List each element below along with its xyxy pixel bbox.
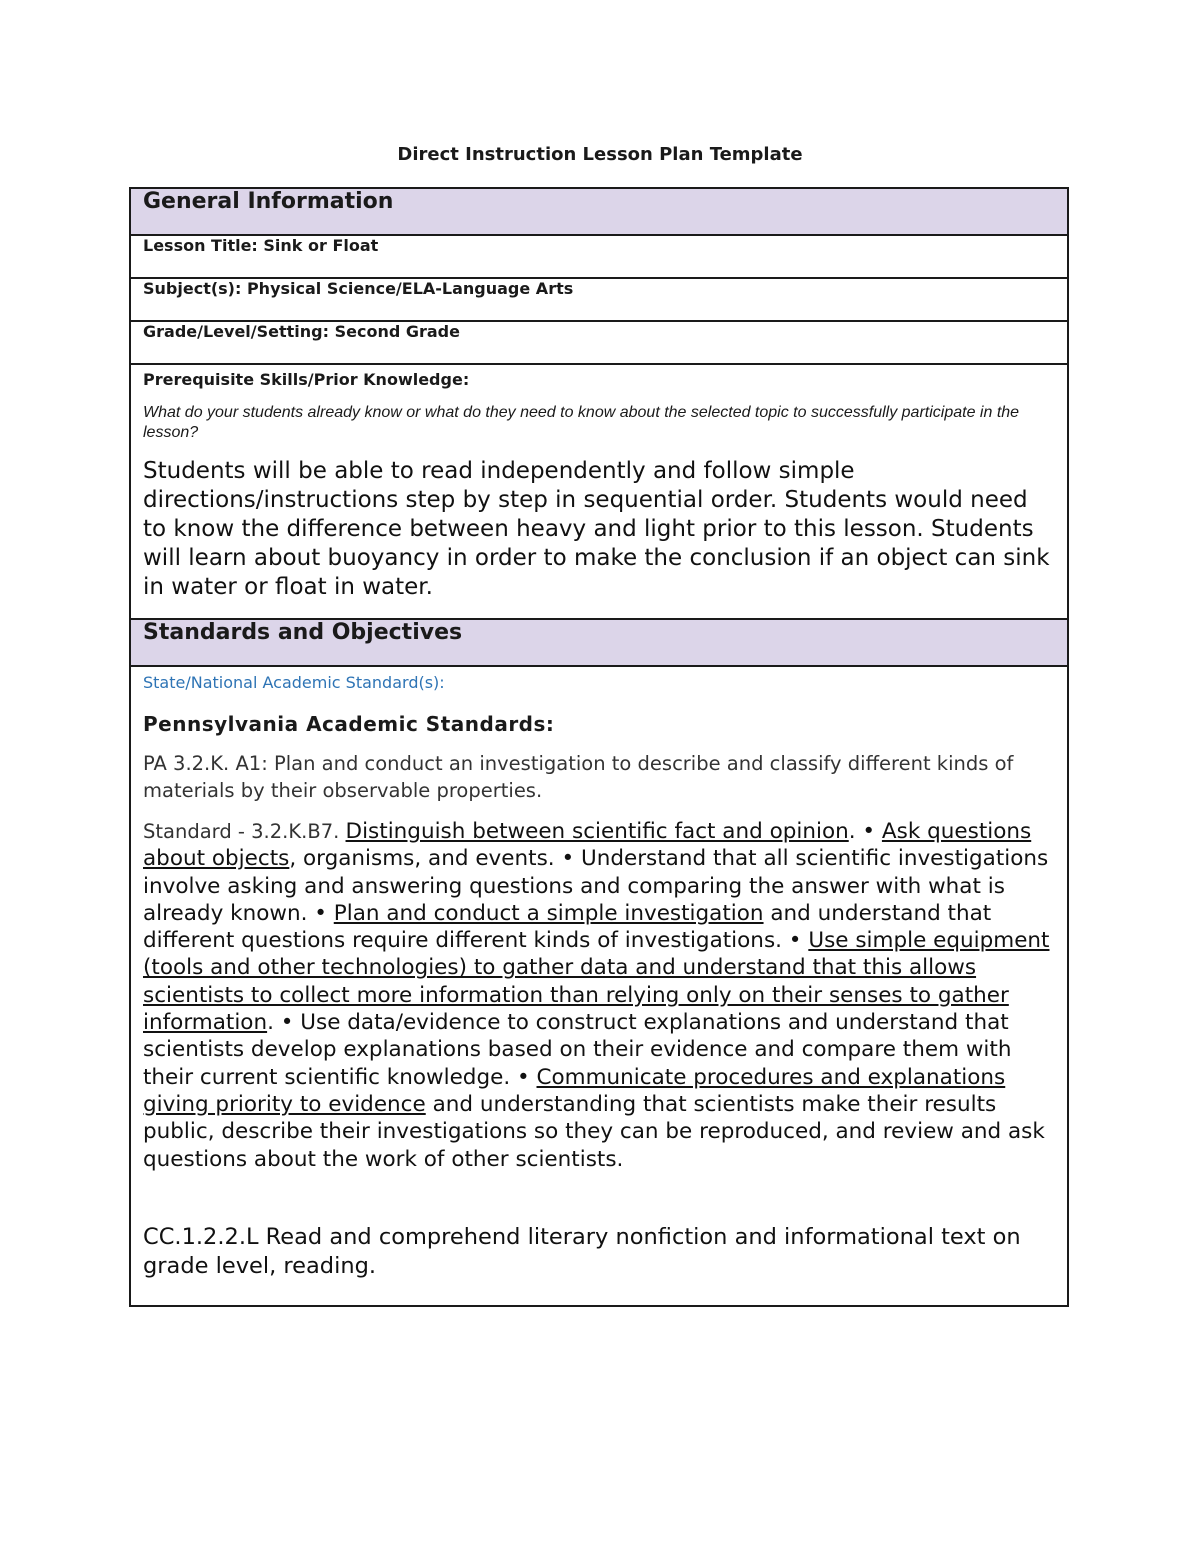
standard-b7-underline-1: Distinguish between scientific fact and opinion [345, 819, 849, 844]
general-information-header-row [130, 188, 1068, 235]
prerequisite-row [130, 364, 1068, 619]
lesson-title-row [130, 235, 1068, 278]
general-information-header: General Information [130, 188, 1068, 235]
standards-cell [130, 666, 1068, 1306]
grade-row [130, 321, 1068, 364]
document-title: Direct Instruction Lesson Plan Template [397, 144, 803, 165]
pennsylvania-standards-heading: Pennsylvania Academic Standards: [143, 712, 555, 736]
prerequisite-prompt: What do your students already know or what do they need to know about the selected topic to successfully participate in the lesson? [143, 404, 1020, 441]
standard-b7-underline-2: Ask questions about objects [143, 819, 1032, 872]
prerequisite-cell [130, 364, 1068, 619]
standard-b7-text-5: and understanding that scientists make their results public, describe their investigations so they can be reproduced, and review and ask questions about the work of other scientists. [143, 1091, 1045, 1172]
prerequisite-label: Prerequisite Skills/Prior Knowledge: [143, 370, 470, 389]
standards-objectives-header: Standards and Objectives [130, 619, 1068, 666]
standards-row [130, 666, 1068, 1306]
pa-standard-a1: PA 3.2.K. A1: Plan and conduct an investigation to describe and classify different kinds of materials by their observable properties. [143, 752, 1014, 802]
standard-b7-underline-3: Plan and conduct a simple investigation [333, 900, 764, 926]
standards-label: State/National Academic Standard(s): [143, 673, 445, 692]
subjects: Subject(s): Physical Science/ELA-Language Arts [130, 278, 1068, 321]
standard-b7-text-1: . • [848, 819, 882, 844]
standard-b7-text-3: and understand that different questions require different kinds of investigations. • [143, 900, 992, 954]
lesson-plan-table [129, 187, 1069, 1307]
cc-standard: CC.1.2.2.L Read and comprehend literary nonfiction and informational text on grade level, reading. [143, 1223, 1021, 1279]
grade-level-setting: Grade/Level/Setting: Second Grade [130, 321, 1068, 364]
standard-b7-text-4: . • Use data/evidence to construct explanations and understand that scientists develop explanations based on their evidence and compare them with their current scientific knowledge. • [143, 1010, 1012, 1090]
prerequisite-answer: Students will be able to read independently and follow simple directions/instructions step by step in sequential order. Students would need to know the difference between heavy and light prior to this lesson. Students will learn about buoyancy in order to make the conclusion if an object can sink in water or float in water. [143, 458, 1050, 600]
standard-b7-underline-4: Use simple equipment (tools and other technologies) to gather data and understand that this allows scientists to collect more information than relying only on their senses to gather information [143, 928, 1050, 1036]
standard-b7-underline-5: Communicate procedures and explanations giving priority to evidence [143, 1064, 1006, 1117]
standards-header-row [130, 619, 1068, 666]
standard-b7-lead: Standard - 3.2.K.B7. [143, 820, 346, 843]
standard-b7 [143, 818, 1055, 1173]
subjects-row [130, 278, 1068, 321]
standard-b7-text-2: , organisms, and events. • Understand that all scientific investigations involve asking and answering questions and comparing the answer with what is already known. • [143, 846, 1049, 926]
lesson-title: Lesson Title: Sink or Float [130, 235, 1068, 278]
